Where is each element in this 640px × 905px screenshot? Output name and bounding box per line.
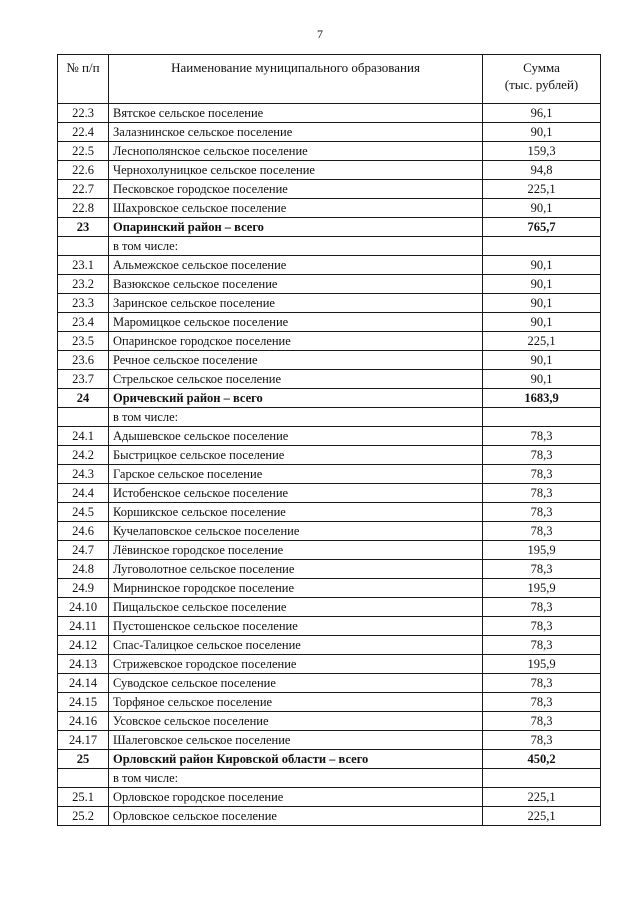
row-number [58,237,109,256]
amount: 94,8 [483,161,601,180]
row-number [58,769,109,788]
table-row [58,788,601,807]
table-row [58,313,601,332]
amount: 78,3 [483,731,601,750]
table-row [58,617,601,636]
amount: 90,1 [483,256,601,275]
amount: 195,9 [483,579,601,598]
row-number: 23.3 [58,294,109,313]
municipality-name: Коршикское сельское поселение [109,503,483,522]
amount: 78,3 [483,446,601,465]
table-row [58,674,601,693]
amount [483,769,601,788]
table-row [58,256,601,275]
amount: 78,3 [483,465,601,484]
row-number: 22.5 [58,142,109,161]
header-sum [483,55,601,104]
municipality-name: Кучелаповское сельское поселение [109,522,483,541]
municipality-name: Пищальское сельское поселение [109,598,483,617]
municipality-name: Лёвинское городское поселение [109,541,483,560]
row-number: 24.3 [58,465,109,484]
row-number: 25 [58,750,109,769]
row-number: 23.5 [58,332,109,351]
municipality-name: Залазнинское сельское поселение [109,123,483,142]
municipality-name: Гарское сельское поселение [109,465,483,484]
table-row [58,731,601,750]
municipality-name: в том числе: [109,408,483,427]
table-row [58,199,601,218]
table-row [58,180,601,199]
row-number [58,408,109,427]
amount: 78,3 [483,484,601,503]
amount: 90,1 [483,370,601,389]
table-row [58,332,601,351]
row-number: 24.10 [58,598,109,617]
table-row [58,446,601,465]
amount: 78,3 [483,674,601,693]
municipality-name: в том числе: [109,237,483,256]
amount: 450,2 [483,750,601,769]
row-number: 22.8 [58,199,109,218]
municipality-name: Пустошенское сельское поселение [109,617,483,636]
table-row [58,522,601,541]
amount: 765,7 [483,218,601,237]
table-row [58,218,601,237]
row-number: 24.17 [58,731,109,750]
municipality-name: Орловский район Кировской области – всего [109,750,483,769]
table-row [58,503,601,522]
municipality-name: Шахровское сельское поселение [109,199,483,218]
amount: 78,3 [483,693,601,712]
municipality-name: Орловское сельское поселение [109,807,483,826]
row-number: 24.4 [58,484,109,503]
table-row [58,161,601,180]
municipality-name: Адышевское сельское поселение [109,427,483,446]
row-number: 23.2 [58,275,109,294]
municipality-name: Вятское сельское поселение [109,104,483,123]
municipality-name: Стрижевское городское поселение [109,655,483,674]
header-sum-title: Сумма [523,60,560,75]
municipality-name: в том числе: [109,769,483,788]
table-row [58,370,601,389]
header-row [58,55,601,104]
row-number: 23 [58,218,109,237]
row-number: 24.6 [58,522,109,541]
table-row [58,142,601,161]
row-number: 22.3 [58,104,109,123]
municipality-name: Леснополянское сельское поселение [109,142,483,161]
municipality-name: Оричевский район – всего [109,389,483,408]
row-number: 23.7 [58,370,109,389]
amount: 195,9 [483,541,601,560]
row-number: 25.1 [58,788,109,807]
amount: 78,3 [483,636,601,655]
amount: 159,3 [483,142,601,161]
amount: 225,1 [483,180,601,199]
amount: 78,3 [483,427,601,446]
budget-table [57,54,601,826]
municipality-name: Стрельское сельское поселение [109,370,483,389]
table-row [58,389,601,408]
table-row [58,427,601,446]
municipality-name: Речное сельское поселение [109,351,483,370]
row-number: 22.4 [58,123,109,142]
table-row [58,237,601,256]
table-header [58,55,601,104]
table-row [58,750,601,769]
municipality-name: Суводское сельское поселение [109,674,483,693]
table-row [58,465,601,484]
amount: 225,1 [483,788,601,807]
municipality-name: Заринское сельское поселение [109,294,483,313]
amount: 78,3 [483,617,601,636]
row-number: 24.2 [58,446,109,465]
municipality-name: Орловское городское поселение [109,788,483,807]
table-row [58,769,601,788]
amount: 78,3 [483,712,601,731]
row-number: 24.16 [58,712,109,731]
row-number: 24.5 [58,503,109,522]
amount: 78,3 [483,598,601,617]
table-row [58,579,601,598]
table-row [58,598,601,617]
municipality-name: Чернохолуницкое сельское поселение [109,161,483,180]
table-body [58,104,601,826]
table-row [58,484,601,503]
table-row [58,275,601,294]
amount: 96,1 [483,104,601,123]
amount: 225,1 [483,807,601,826]
table-row [58,541,601,560]
municipality-name: Песковское городское поселение [109,180,483,199]
table-row [58,408,601,427]
row-number: 23.6 [58,351,109,370]
amount: 90,1 [483,313,601,332]
table-row [58,636,601,655]
row-number: 24.7 [58,541,109,560]
municipality-name: Усовское сельское поселение [109,712,483,731]
amount [483,237,601,256]
municipality-name: Опаринский район – всего [109,218,483,237]
amount: 90,1 [483,123,601,142]
municipality-name: Мирнинское городское поселение [109,579,483,598]
amount: 1683,9 [483,389,601,408]
amount: 90,1 [483,294,601,313]
row-number: 22.6 [58,161,109,180]
row-number: 23.4 [58,313,109,332]
row-number: 24.9 [58,579,109,598]
table-row [58,351,601,370]
header-num: № п/п [58,55,109,104]
row-number: 24.14 [58,674,109,693]
table-row [58,693,601,712]
amount [483,408,601,427]
municipality-name: Спас-Талицкое сельское поселение [109,636,483,655]
table-row [58,123,601,142]
municipality-name: Альмежское сельское поселение [109,256,483,275]
municipality-name: Луговолотное сельское поселение [109,560,483,579]
municipality-name: Опаринское городское поселение [109,332,483,351]
amount: 90,1 [483,351,601,370]
municipality-name: Быстрицкое сельское поселение [109,446,483,465]
amount: 195,9 [483,655,601,674]
page-number: 7 [317,27,323,41]
row-number: 24.15 [58,693,109,712]
amount: 90,1 [483,275,601,294]
amount: 225,1 [483,332,601,351]
table-row [58,104,601,123]
table-row [58,807,601,826]
row-number: 24 [58,389,109,408]
row-number: 24.8 [58,560,109,579]
row-number: 24.13 [58,655,109,674]
municipality-name: Торфяное сельское поселение [109,693,483,712]
amount: 78,3 [483,522,601,541]
amount: 78,3 [483,560,601,579]
header-name: Наименование муниципального образования [109,55,483,104]
row-number: 25.2 [58,807,109,826]
amount: 90,1 [483,199,601,218]
table-row [58,294,601,313]
row-number: 24.1 [58,427,109,446]
table-row [58,712,601,731]
row-number: 24.11 [58,617,109,636]
table-row [58,655,601,674]
header-sum-unit: (тыс. рублей) [504,77,579,92]
row-number: 24.12 [58,636,109,655]
municipality-name: Вазюкское сельское поселение [109,275,483,294]
row-number: 23.1 [58,256,109,275]
municipality-name: Шалеговское сельское поселение [109,731,483,750]
row-number: 22.7 [58,180,109,199]
municipality-name: Маромицкое сельское поселение [109,313,483,332]
municipality-name: Истобенское сельское поселение [109,484,483,503]
amount: 78,3 [483,503,601,522]
table-row [58,560,601,579]
